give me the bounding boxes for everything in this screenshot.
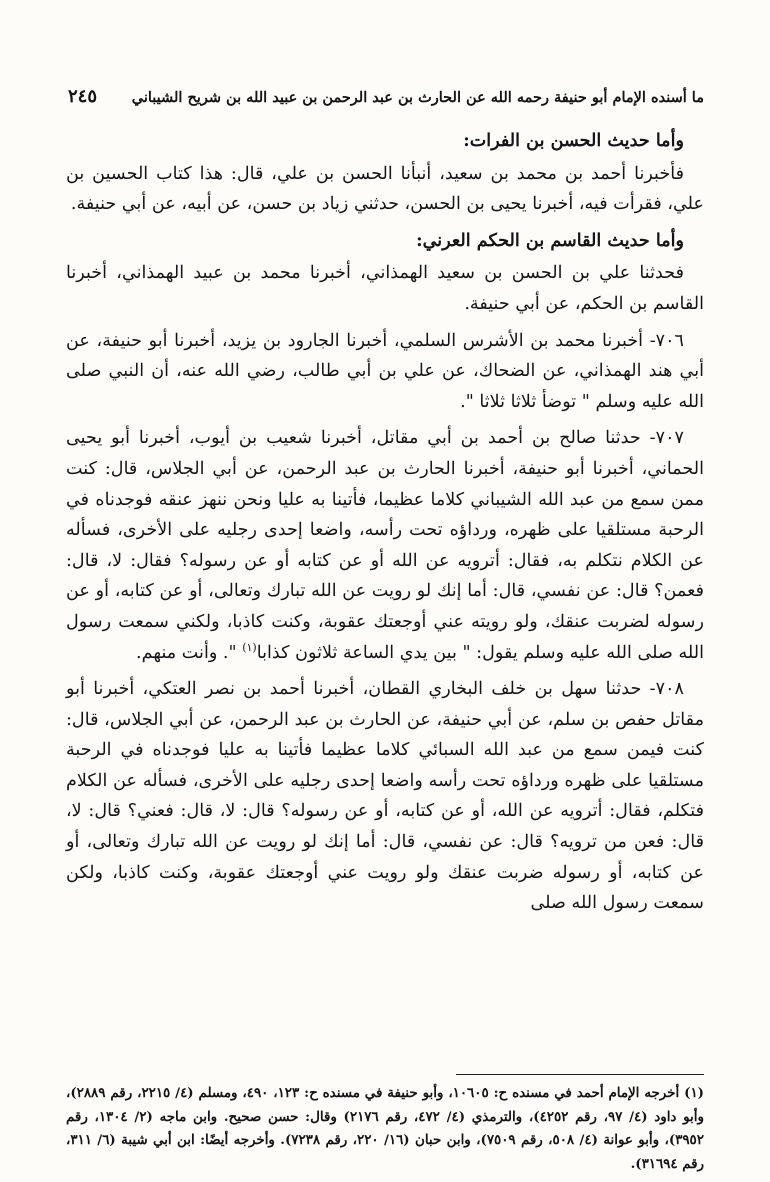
- paragraph: فأخبرنا أحمد بن محمد بن سعيد، أنبأنا الحسن بن علي، قال: هذا كتاب الحسين بن علي، فقرأت فيه، أخبرنا يحيى بن الحسن، حدثني زياد بن حسن، عن أبيه، عن أبي حنيفة.: [66, 163, 704, 215]
- hadith-text-end: ". وأنت منهم.: [136, 642, 243, 663]
- hadith-text: - أخبرنا محمد بن الأشرس السلمي، أخبرنا الجارود بن يزيد، أخبرنا أبو حنيفة، عن أبي هند الهمذاني، عن الضحاك، عن علي بن أبي طالب، رضي الله عنه، أن النبي صلى الله عليه وسلم " توضأ ثلاثا ثلاثا ".: [66, 330, 704, 412]
- footnote-marker[interactable]: (١): [242, 640, 257, 654]
- footnote-text: (١) أخرجه الإمام أحمد في مسنده ح: ١٠٦٠٥، وأبو حنيفة في مسنده ح: ١٢٣، ٤٩٠، ومسلم (٤/ ٢٢١٥، رقم ٢٨٨٩)، وأبو داود (٤/ ٩٧، رقم ٤٢٥٢)، والترمذي (٤/ ٤٧٢، رقم ٢١٧٦) وقال: حسن صحيح. وابن ماجه (٢/ ١٣٠٤، رقم ٣٩٥٢)، وأبو عوانة (٤/ ٥٠٨، رقم ٧٥٠٩)، وابن حبان (١٦/ ٢٢٠، رقم ٧٢٣٨). وأخرجه أيضًا: ابن أبي شيبة (٦/ ٣١١، رقم ٣١٦٩٤).: [66, 1085, 704, 1172]
- section-heading: وأما حديث الحسن بن الفرات:: [463, 130, 684, 151]
- main-text: [66, 126, 704, 919]
- page-header: [68, 86, 704, 107]
- hadith-708: [66, 674, 704, 919]
- hadith-text: - حدثنا سهل بن خلف البخاري القطان، أخبرنا أحمد بن نصر العتكي، أخبرنا أبو مقاتل حفص بن سلم، عن أبي حنيفة، عن الحارث بن عبد الرحمن، عن أبي الجلاس، قال: كنت فيمن سمع من عبد الله السبائي كلاما عظيما فأتينا به عليا فوجدناه في الرحبة مستلقيا على ظهره ورداؤه تحت رأسه واضعا إحدى رجليه على الأخرى، فسأله عن الكلام فتكلم، فقال: أترويه عن الله، أو عن كتابه، أو عن رسوله؟ قال: لا، قال: فعني؟ قال: لا، قال: فعن من ترويه؟ قال: عن نفسي، قال: أما إنك لو رويت عن الله تبارك وتعالى، أو عن كتابه، أو رسوله ضربت عنقك ولو رويت عني أوجعتك عقوبة، وكنت كاذبا، ولكن سمعت رسول الله صلى: [66, 679, 704, 914]
- hadith-number: ٧٠٦: [655, 330, 684, 351]
- paragraph: فحدثنا علي بن الحسن بن سعيد الهمذاني، أخبرنا محمد بن عبيد الهمذاني، أخبرنا القاسم بن الحكم، عن أبي حنيفة.: [66, 263, 704, 314]
- hadith-number: ٧٠٧: [655, 428, 684, 449]
- footnote: [66, 1082, 704, 1176]
- hadith-707: [66, 423, 704, 668]
- hadith-number: ٧٠٨: [655, 679, 684, 700]
- hadith-706: [66, 326, 704, 418]
- running-title: ما أسنده الإمام أبو حنيفة رحمه الله عن الحارث بن عبد الرحمن بن عبيد الله بن شريح الشيباني: [131, 89, 704, 106]
- footnote-divider: [456, 1074, 704, 1075]
- section-heading: وأما حديث القاسم بن الحكم العرني:: [416, 229, 684, 251]
- hadith-text: - حدثنا صالح بن أحمد بن أبي مقاتل، أخبرنا شعيب بن أيوب، أخبرنا أبو يحيى الحماني، أخبرنا أبو حنيفة، أخبرنا الحارث بن عبد الرحمن، عن أبي الجلاس، قال: كنت ممن سمع من عبد الله الشيباني كلاما عظيما، فأتينا به عليا ونحن ننهز عنقه فوجدناه في الرحبة مستلقيا على ظهره، ورداؤه تحت رأسه، واضعا إحدى رجليه على الأخرى، فسأله عن الكلام نتكلم به، فقال: أترويه عن الله أو عن كتابه أو عن رسوله؟ فقال: لا، قال: فعمن؟ قال: عن نفسي، قال: أما إنك لو رويت عن الله تبارك وتعالى، أو عن كتابه، أو عن رسوله لضربت عنقك، ولو رويته عني أوجعتك عقوبة، وكنت كاذبا، ولكني سمعت رسول الله صلى الله عليه وسلم يقول: " بين يدي الساعة ثلاثون كذابا: [66, 428, 704, 663]
- page-number: ٢٤٥: [68, 86, 98, 107]
